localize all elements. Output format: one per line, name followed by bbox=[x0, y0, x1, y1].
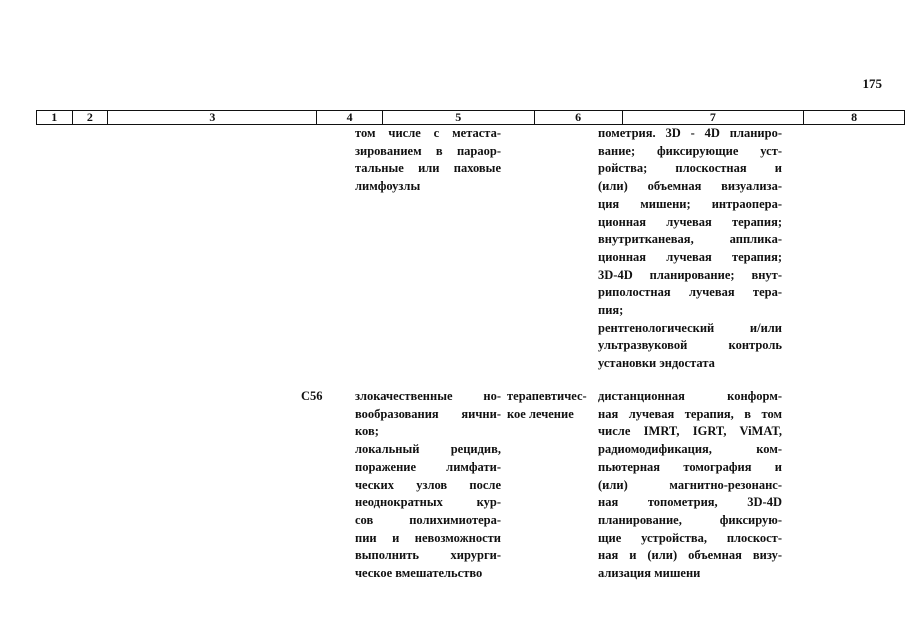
text-line: тальные или паховые bbox=[355, 161, 501, 176]
text-line: щие устройства, плоскост- bbox=[598, 530, 782, 545]
column-header-3: 3 bbox=[108, 111, 317, 125]
text-line: ков; bbox=[355, 424, 379, 439]
text-line: пии и невозможности bbox=[355, 530, 501, 545]
column-header-1: 1 bbox=[37, 111, 73, 125]
text-line: ческих узлов после bbox=[355, 477, 501, 492]
text-line: лимфоузлы bbox=[355, 179, 421, 194]
text-line: неоднократных кур- bbox=[355, 495, 501, 510]
column-header-7: 7 bbox=[622, 111, 804, 125]
text-line: планирование, фиксирую- bbox=[598, 512, 782, 527]
column-header-8: 8 bbox=[804, 111, 905, 125]
text-line: кое лечение bbox=[507, 406, 574, 421]
text-line: ализация мишени bbox=[598, 566, 701, 581]
text-line: радиомодификация, ком- bbox=[598, 442, 782, 457]
text-line: пометрия. 3D - 4D планиро- bbox=[598, 126, 782, 140]
text-line: локальный рецидив, bbox=[355, 442, 501, 457]
row2-treatment-type-cell bbox=[507, 388, 597, 423]
text-line: пия; bbox=[598, 303, 624, 318]
text-line: ная топометрия, 3D-4D bbox=[598, 495, 782, 510]
row2-code-cell: C56 bbox=[301, 389, 323, 403]
text-line: (или) объемная визуализа- bbox=[598, 179, 782, 194]
text-line: ционная лучевая терапия; bbox=[598, 249, 782, 264]
text-line: зированием в параор- bbox=[355, 143, 501, 158]
column-header-row bbox=[36, 110, 905, 125]
text-line: ная и (или) объемная визу- bbox=[598, 548, 782, 563]
text-line: злокачественные но- bbox=[355, 389, 501, 403]
text-line: поражение лимфати- bbox=[355, 459, 501, 474]
text-line: ционная лучевая терапия; bbox=[598, 214, 782, 229]
text-line: терапевтичес- bbox=[507, 389, 587, 403]
text-line: дистанционная конформ- bbox=[598, 389, 782, 403]
text-line: том числе с метаста- bbox=[355, 126, 501, 140]
text-line: (или) магнитно-резонанс- bbox=[598, 477, 782, 492]
column-header-6: 6 bbox=[534, 111, 622, 125]
text-line: рентгенологический и/или bbox=[598, 320, 782, 335]
text-line: 3D-4D планирование; внут- bbox=[598, 267, 782, 282]
text-line: пьютерная томография и bbox=[598, 459, 782, 474]
text-line: ройства; плоскостная и bbox=[598, 161, 782, 176]
row1-method-cell bbox=[598, 125, 782, 373]
column-header-5: 5 bbox=[382, 111, 534, 125]
text-line: ческое вмешательство bbox=[355, 566, 483, 581]
text-line: числе IMRT, IGRT, ViMAT, bbox=[598, 424, 782, 439]
text-line: ультразвуковой контроль bbox=[598, 338, 782, 353]
text-line: ция мишени; интраопера- bbox=[598, 196, 782, 211]
text-line: риполостная лучевая тера- bbox=[598, 285, 782, 300]
text-line: ная лучевая терапия, в том bbox=[598, 406, 782, 421]
text-line: вание; фиксирующие уст- bbox=[598, 143, 782, 158]
text-line: установки эндостата bbox=[598, 356, 715, 371]
row1-diagnosis-cell bbox=[355, 125, 501, 196]
row2-diagnosis-cell bbox=[355, 388, 501, 583]
text-line: выполнить хирурги- bbox=[355, 548, 501, 563]
text-line: сов полихимиотера- bbox=[355, 512, 501, 527]
column-header-4: 4 bbox=[317, 111, 382, 125]
column-header-2: 2 bbox=[72, 111, 108, 125]
text-line: вообразования яични- bbox=[355, 406, 501, 421]
page-number: 175 bbox=[862, 76, 882, 91]
row2-method-cell bbox=[598, 388, 782, 583]
text-line: внутритканевая, аппликa- bbox=[598, 232, 782, 247]
